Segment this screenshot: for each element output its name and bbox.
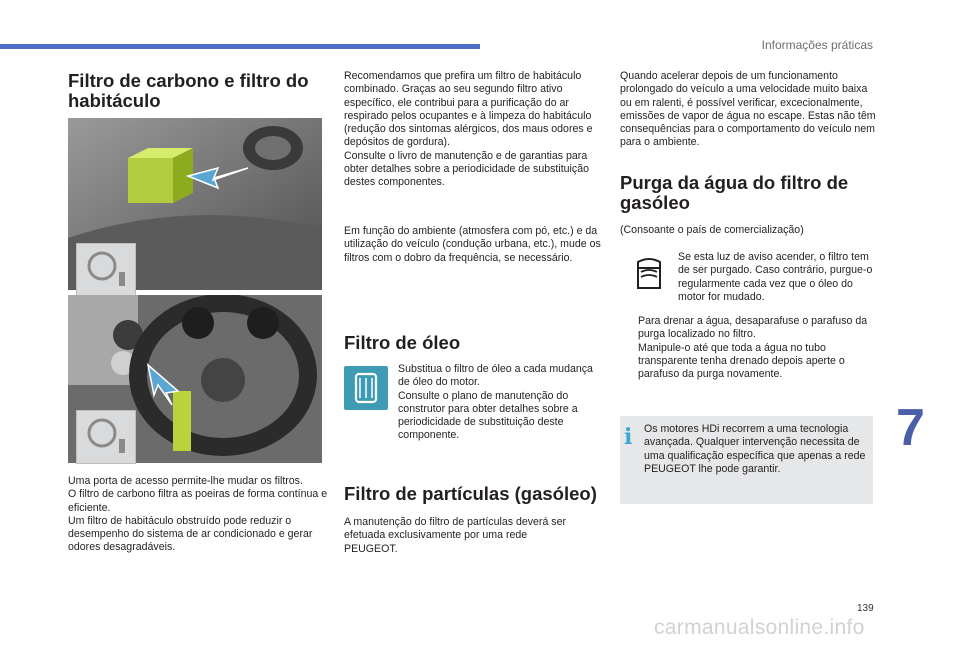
particle-filter-title: Filtro de partículas (gasóleo) (344, 483, 597, 504)
acceleration-note: Quando acelerar depois de um funcionamento prolongado do veículo a uma velocidade muito baixa ou em ralenti, é possível verificar, excecionalmente, emissões de vapor de água no escape. Estas não têm consequências para o comportamento do veículo nem para o ambiente. (620, 70, 876, 149)
chapter-number: 7 (896, 399, 925, 457)
info-icon: i (624, 424, 633, 450)
oil-filter-icon (344, 366, 388, 410)
steering-icon-thumbnail-2 (76, 410, 136, 464)
list-item (620, 342, 880, 382)
water-drop-filter-icon (632, 254, 666, 298)
oil-filter-title: Filtro de óleo (344, 332, 461, 353)
hdi-info-text: Os motores HDi recorrem a uma tecnologia avançada. Qualquer intervenção necessita de uma qualificação específica que apenas a rede PEUGEOT lhe pode garantir. (644, 423, 866, 475)
combined-filter-intro: Recomendamos que prefira um filtro de habitáculo combinado. Graças ao seu segundo filtro ativo específico, ele contribui para a purificação do ar respirado pelos ocupantes e à limpeza do habitáculo (redução dos sintomas alérgicos, dos maus odores e depósitos de gordura). Consulte o livro de manutenção e de garantias para obter detalhes sobre a periodicidade de substituição destes componentes. (344, 70, 593, 189)
header-accent-bar (0, 44, 480, 49)
steering-icon-thumbnail-1 (76, 243, 136, 297)
warning-light-text: Se esta luz de aviso acender, o filtro tem de ser purgado. Caso contrário, purgue-o regularmente cada vez que o óleo do motor for mudado. (678, 251, 873, 303)
environment-text: Em função do ambiente (atmosfera com pó, etc.) e da utilização do veículo (condução urbana, etc.), mude os filtros com o dobro da frequência, se necessário. (344, 225, 601, 264)
country-note: (Consoante o país de comercialização) (620, 224, 804, 236)
carbon-filter-title: Filtro de carbono e filtro do habitáculo (68, 70, 309, 111)
hdi-info-box (620, 416, 873, 504)
watermark: carmanualsonline.info (654, 616, 865, 639)
list-item (620, 315, 880, 342)
carbon-filter-text: Uma porta de acesso permite-lhe mudar os filtros. O filtro de carbono filtra as poeiras de forma contínua e eficiente. Um filtro de habitáculo obstruído pode reduzir o desempenho do sistema de ar condicionado e gerar odores desagradáveis. (68, 475, 328, 554)
diesel-purge-title: Purga da água do filtro de gasóleo (620, 172, 849, 213)
page-number: 139 (857, 603, 874, 614)
bullet-text: Manipule-o até que toda a água no tubo transparente tenha drenado depois aperte o parafuso da purga novamente. (638, 341, 845, 381)
steering-wheel-icon (77, 244, 135, 296)
steering-wheel-icon (77, 411, 135, 463)
section-title: Informações práticas (761, 38, 873, 52)
water-in-fuel-warning-icon (632, 254, 666, 298)
filter-canister-icon (344, 366, 388, 410)
oil-filter-text: Substitua o filtro de óleo a cada mudança de óleo do motor. Consulte o plano de manutenção do construtor para obter detalhes sobre a periodicidade de substituição deste componente. (398, 363, 593, 442)
purge-steps-list (620, 315, 880, 381)
particle-filter-text: A manutenção do filtro de partículas deverá ser efetuada exclusivamente por uma rede PEUGEOT. (344, 516, 567, 555)
bullet-text: Para drenar a água, desaparafuse o parafuso da purga localizado no filtro. (638, 315, 868, 341)
